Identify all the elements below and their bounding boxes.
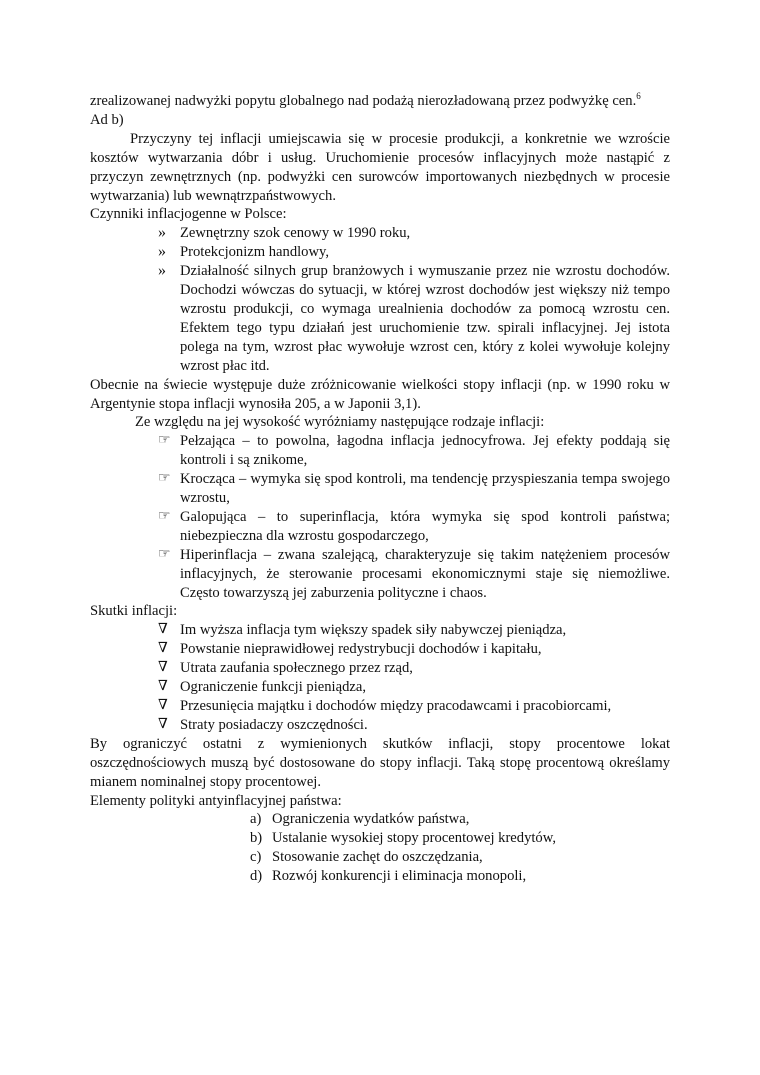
inflation-types-list: [90, 432, 670, 602]
triangle-bullet-icon: ∇: [158, 679, 168, 695]
list-item: » Zewnętrzny szok cenowy w 1990 roku,: [158, 224, 411, 242]
paragraph-interest-rates: By ograniczyć ostatni z wymienionych skutków inflacji, stopy procentowe lokat oszczędnościowych muszą być dostosowane do stopy inflacji. Taką stopę procentową określamy mianem nominalnej stopy procentowej.: [90, 735, 670, 790]
list-item: c) Stosowanie zachęt do oszczędzania,: [250, 849, 483, 866]
list-label: a): [250, 811, 262, 828]
triangle-bullet-icon: ∇: [158, 622, 168, 638]
paragraph-world-inflation: Obecnie na świecie występuje duże zróżnicowanie wielkości stopy inflacji (np. w 1990 roku w Argentynie stopa inflacji wynosiła 205, a w Japonii 3,1).: [90, 376, 670, 412]
list-item: ☞ Hiperinflacja – zwana szalejącą, charakteryzuje się takim natężeniem procesów inflacyjnych, że sterowanie procesami ekonomicznymi staje się niemożliwe. Często towarzyszą jej zaburzenia polityczne i chaos.: [158, 546, 670, 601]
policy-list: [90, 810, 670, 886]
pointing-hand-icon: ☞: [158, 433, 171, 449]
pointing-hand-icon: ☞: [158, 508, 171, 524]
chevron-bullet-icon: »: [158, 243, 166, 261]
chevron-bullet-icon: »: [158, 224, 166, 242]
list-item: a) Ograniczenia wydatków państwa,: [250, 811, 470, 828]
list-item: » Działalność silnych grup branżowych i wymuszanie przez nie wzrostu dochodów. Dochodzi wówczas do sytuacji, w której wzrost dochodów jest większy niż tempo wzrostu produkcji, co wymaga urealnienia dochodów za pomocą wzrostu cen. Efektem tego typu działań jest uruchomienie tzw. spirali inflacyjnej. Jej istota polega na tym, wzrost płac wywołuje wzrost cen, który z kolei wywołuje kolejny wzrost płac itd.: [158, 262, 670, 374]
footnote-reference: 6: [636, 91, 641, 101]
pointing-hand-icon: ☞: [158, 471, 171, 487]
list-item: ☞ Galopująca – to superinflacja, która wymyka się spod kontroli państwa; niebezpieczna dla wzrostu gospodarczego,: [158, 508, 670, 544]
list-item: ∇ Utrata zaufania społecznego przez rząd,: [158, 660, 413, 677]
triangle-bullet-icon: ∇: [158, 716, 168, 732]
list-item: ☞ Pełzająca – to powolna, łagodna inflacja jednocyfrowa. Jej efekty poddają się kontroli i są znikome,: [158, 433, 670, 469]
triangle-bullet-icon: ∇: [158, 660, 168, 676]
list-label: d): [250, 868, 263, 885]
list-item: » Protekcjonizm handlowy,: [158, 243, 330, 261]
list-item: ∇ Przesunięcia majątku i dochodów między pracodawcami i pracobiorcami,: [158, 698, 612, 714]
chevron-bullet-icon: »: [158, 262, 166, 280]
types-intro: Ze względu na jej wysokość wyróżniamy następujące rodzaje inflacji:: [135, 414, 545, 431]
list-label: c): [250, 849, 262, 866]
list-item: ∇ Im wyższa inflacja tym większy spadek siły nabywczej pieniądza,: [158, 622, 567, 639]
list-item: ☞ Krocząca – wymyka się spod kontroli, ma tendencję przyspieszania tempa swojego wzrostu,: [158, 471, 670, 507]
paragraph-intro: zrealizowanej nadwyżki popytu globalnego nad podażą nierozładowaną przez podwyżkę cen.$^6$: [90, 91, 641, 109]
list-item: ∇ Powstanie nieprawidłowej redystrybucji dochodów i kapitału,: [158, 641, 542, 658]
paragraph-causes: Przyczyny tej inflacji umiejscawia się w procesie produkcji, a konkretnie we wzroście kosztów wytwarzania dóbr i usług. Uruchomienie procesów inflacyjnych może nastąpić z przyczyn zewnętrznych (np. podwyżki cen surowców importowanych niezbędnych w procesie wytwarzania) lub wewnątrzpaństwowych.: [90, 130, 670, 204]
list-item: d) Rozwój konkurencji i eliminacja monopoli,: [250, 868, 527, 885]
list-label: b): [250, 830, 263, 847]
list-item: ∇ Ograniczenie funkcji pieniądza,: [158, 679, 366, 696]
effects-heading: Skutki inflacji:: [90, 603, 178, 620]
document-page: [90, 92, 670, 886]
triangle-bullet-icon: ∇: [158, 698, 168, 713]
subheading-ad-b: Ad b): [90, 111, 124, 128]
list-item: b) Ustalanie wysokiej stopy procentowej kredytów,: [250, 830, 556, 847]
effects-list: [90, 621, 670, 734]
factors-heading: Czynniki inflacjogenne w Polsce:: [90, 206, 287, 223]
pointing-hand-icon: ☞: [158, 546, 171, 562]
factors-list: [90, 224, 670, 375]
triangle-bullet-icon: ∇: [158, 641, 168, 657]
policy-heading: Elementy polityki antyinflacyjnej państwa:: [90, 792, 342, 809]
list-item: ∇ Straty posiadaczy oszczędności.: [158, 716, 368, 733]
